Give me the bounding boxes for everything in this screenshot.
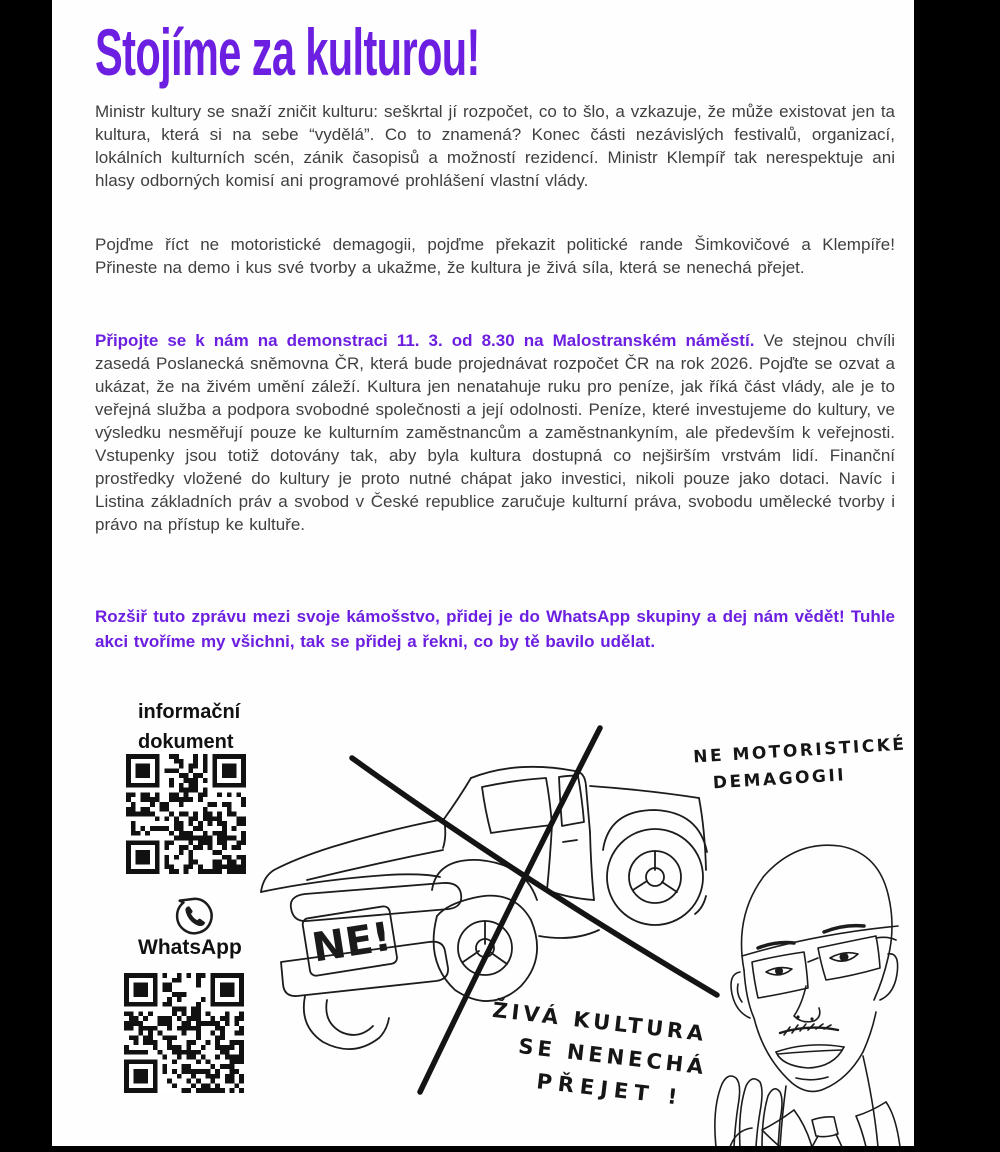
ne-moto-line1: NE MOTORISTICKÉ: [692, 734, 908, 768]
paragraph-minister: Ministr kultury se snaží zničit kulturu: seškrtal jí rozpočet, co to šlo, a vzkazuje, že může existovat jen ta kultura, která si na sebe “vydělá”. Co to znamená? Konec části nezávislých festivalů, organizací, lokálních kulturních scén, zánik časopisů a možností rezidencí. Ministr Klempíř tak nerespektuje ani hlasy odborných komisí ani programové prohlášení vlastní vlády.: [95, 102, 895, 190]
minister-portrait-sketch: [700, 820, 914, 1146]
handwritten-ne-motoristicke: [693, 732, 909, 799]
info-document-label: [138, 697, 240, 757]
demo-date-lead: Připojte se k nám na demonstraci 11. 3. od 8.30 na Malostranském náměstí.: [95, 331, 755, 350]
page-title: [95, 15, 706, 89]
demo-body-text: Ve stejnou chvíli zasedá Poslanecká sněmovna ČR, která bude projednávat rozpočet ČR na rok 2026. Pojďte se ozvat a ukázat, že na živém umění záleží. Kultura jen nenatahuje ruku pro peníze, jak říká část vlády, ale je to veřejná služba a podpora svobodné společnosti a její odolnosti. Peníze, které investujeme do kultury, ve výsledku nesměřují pouze ke kulturním zaměstnancům a zaměstnankyním, ale především k veřejnosti. Vstupenky jsou totiž dotovány tak, aby byla kultura dostupná co nejširším vrstvám lidí. Finanční prostředky vložené do kultury je proto nutné chápat jako investici, nikoli pouze jako dotaci. Navíc i Listina základních práv a svobod v České republice zaručuje kulturní práva, svobodu umělecké tvorby i právo na přístup ke kultuře.: [95, 331, 895, 534]
ziva-line1: ŽIVÁ KULTURA: [491, 997, 709, 1047]
artwork-section: [52, 690, 914, 1146]
ziva-line3: PŘEJET !: [535, 1069, 685, 1110]
license-plate-text: NE!: [309, 913, 395, 972]
info-label-line1: informační: [138, 701, 241, 723]
paragraph-demonstration: [95, 329, 895, 536]
qr-code-info-document: [126, 754, 246, 874]
whatsapp-label: WhatsApp: [138, 936, 242, 959]
page-title-text: Stojíme za kulturou!: [95, 15, 480, 89]
paragraph-callout: Pojďme říct ne motoristické demagogii, pojďme překazit politické rande Šimkovičové a Klempíře! Přineste na demo i kus své tvorby a ukažme, že kultura je živá síla, která se nenechá přejet.: [95, 235, 895, 277]
paragraph-share: Rozšiř tuto zprávu mezi svoje kámošstvo, přidej je do WhatsApp skupiny a dej nám vědět! Tuhle akci tvoříme my všichni, tak se přidej a řekni, co by tě bavilo udělat.: [95, 607, 895, 651]
whatsapp-icon: [172, 893, 218, 939]
flyer-page: [52, 0, 914, 1146]
ne-moto-line2: DEMAGOGII: [712, 765, 847, 794]
info-label-line2: dokument: [138, 731, 234, 753]
ziva-line2: SE NENECHÁ: [517, 1034, 709, 1080]
qr-code-whatsapp-group: [124, 973, 244, 1093]
